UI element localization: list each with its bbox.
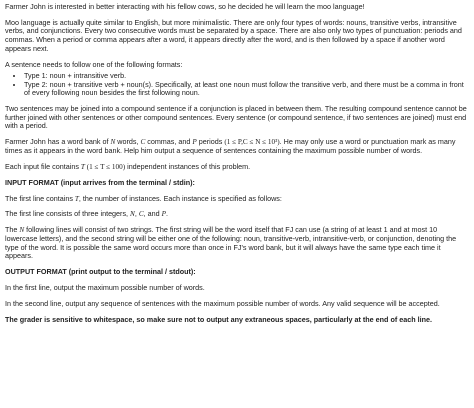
format-type-2: • Type 2: noun + transitive verb + noun(s). Specifically, at least one noun must follow the transitive verb, and there must be a comma in front of every following noun besides the first following noun.	[24, 81, 470, 98]
text: The first line contains	[5, 193, 75, 203]
moo-language-paragraph: Moo language is actually quite similar to English, but more minimalistic. There are only four types of words: nouns, transitive verbs, intransitive verbs, and conjunctions. Every two consecutive words must be separated by a space. There are also only two types of punctuation: periods and commas. When a period or comma appears after a word, it appears directly after the word, and is then followed by a space if another word appears next.	[5, 17, 462, 53]
instance-first-line-paragraph	[5, 210, 470, 219]
text: following lines will consist of two strings. The first string will be the word itself that FJ can use (a string of at least 1 and at most 10 lowercase letters), and the second string will be either one of the following: noun, transitive-verb, intransitive-verb, or conjunction, denoting the type of the word. It is possible the same word occurs more than once in FJ's word bank, but it will always have the same type each time it appears.	[5, 225, 457, 261]
format-type-1: • Type 1: noun + intransitive verb.	[24, 72, 470, 81]
text: commas, and	[145, 137, 193, 147]
constraint-math: (1 ≤ P,C ≤ N ≤ 10³)	[224, 138, 280, 147]
formats-list	[5, 72, 470, 98]
text: ,	[134, 209, 139, 219]
text: .	[166, 209, 169, 219]
formats-lead: A sentence needs to follow one of the following formats:	[5, 59, 183, 69]
text: words,	[115, 137, 141, 147]
following-lines-paragraph	[5, 226, 470, 260]
text: independent instances of this problem.	[125, 161, 251, 171]
var-p: P	[161, 210, 167, 219]
output-first-line-paragraph: In the first line, output the maximum possible number of words.	[5, 282, 205, 292]
text: Farmer John has a word bank of	[5, 137, 111, 147]
input-format-heading: INPUT FORMAT (input arrives from the terminal / stdin):	[5, 177, 195, 187]
first-line-paragraph	[5, 195, 470, 204]
var-c: C	[138, 210, 144, 219]
var-p: P	[192, 138, 197, 147]
intro-paragraph: Farmer John is interested in better interacting with his fellow cows, so he decided he will learn the moo language!	[5, 2, 365, 11]
text: periods	[196, 137, 225, 147]
text: , and	[143, 209, 162, 219]
output-second-line-paragraph: In the second line, output any sequence of sentences with the maximum possible number of words. Any valid sequence will be accepted.	[5, 298, 440, 308]
compound-paragraph: Two sentences may be joined into a compound sentence if a conjunction is placed in between them. The resulting compound sentence cannot be further joined with other sentences or other compound sentences. Every sentence (or compound sentence, if two sentences are joined) must end with a period.	[5, 104, 467, 131]
var-t: T	[74, 194, 79, 203]
var-t: T	[80, 162, 85, 171]
text: The	[5, 225, 20, 235]
output-format-heading: OUTPUT FORMAT (print output to the terminal / stdout):	[5, 267, 196, 277]
var-n: N	[130, 210, 135, 219]
text: . He may only use a word or punctuation mark as many times as it appears in the word bank. Help him output a sequence of sentences containing the maximum possible number of words.	[5, 137, 456, 155]
constraint-math: (1 ≤ T ≤ 100)	[84, 162, 126, 171]
text: Each input file contains	[5, 161, 81, 171]
var-n: N	[19, 226, 25, 235]
instances-paragraph	[5, 163, 470, 172]
text: , the number of instances. Each instance is specified as follows:	[78, 193, 282, 203]
grader-note: The grader is sensitive to whitespace, so make sure not to output any extraneous spaces, particularly at the end of each line.	[5, 314, 432, 324]
var-n: N	[110, 138, 116, 147]
text: The first line consists of three integers,	[5, 209, 131, 219]
var-c: C	[140, 138, 146, 147]
word-bank-paragraph	[5, 138, 470, 155]
